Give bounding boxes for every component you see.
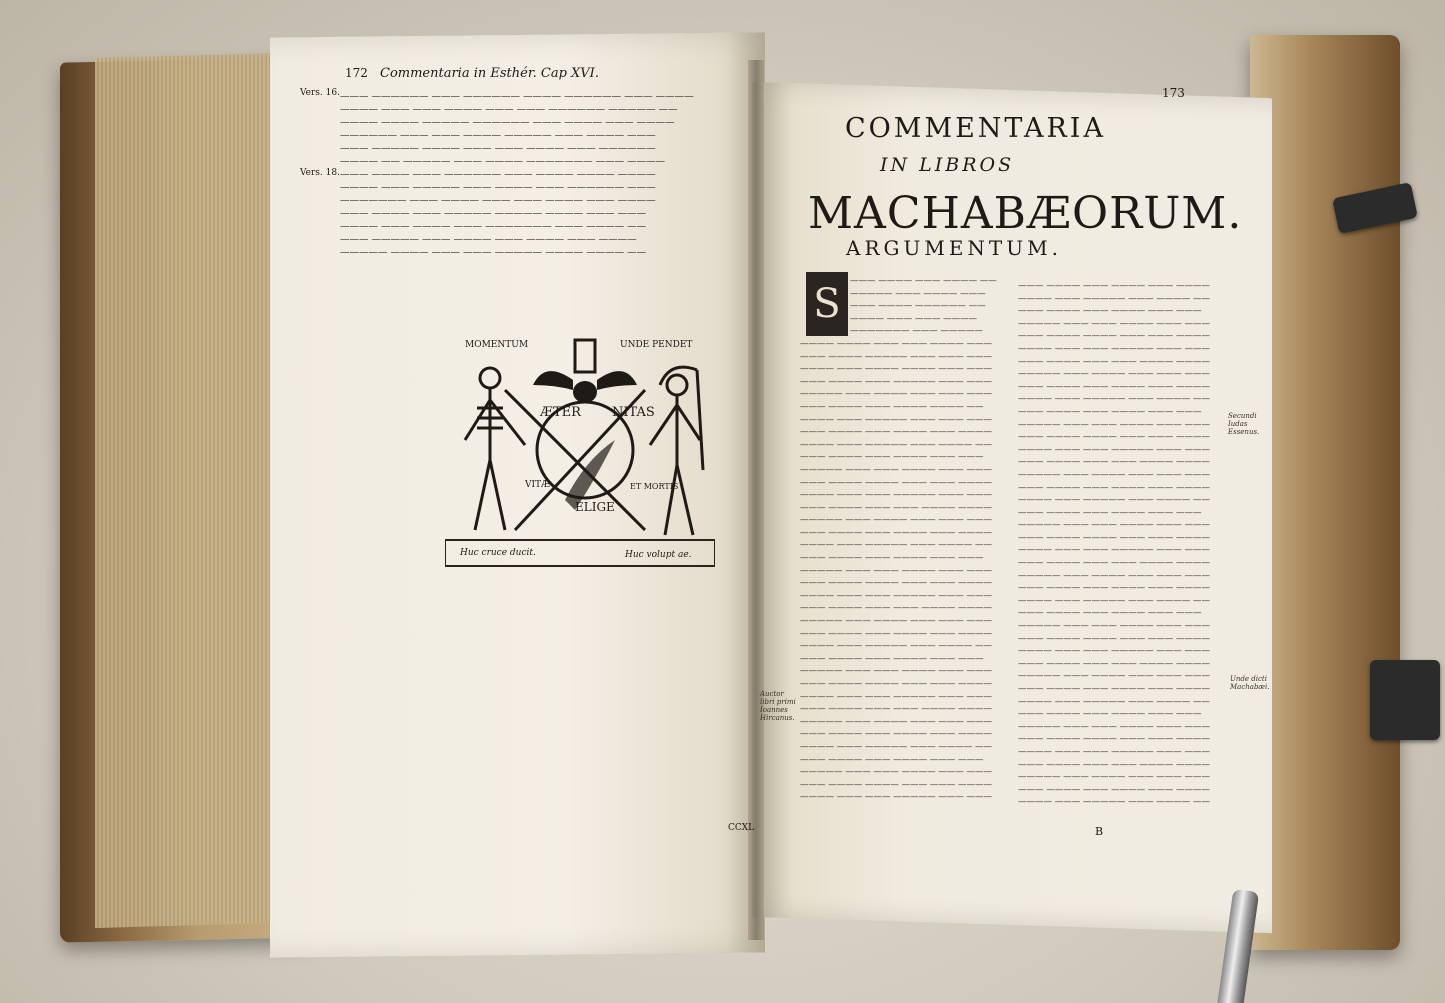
emblem-elige: ELIGE	[575, 500, 615, 514]
emblem-label-unde-pendet: UNDE PENDET	[620, 340, 693, 350]
book-gutter	[748, 60, 764, 940]
margin-note-machabaei: Unde dicti Machabæi.	[1230, 675, 1270, 691]
right-title-argumentum: ARGUMENTUM.	[846, 236, 1062, 260]
emblem-caption-left: Huc cruce ducit.	[460, 548, 536, 558]
right-page-signature: B	[1095, 825, 1104, 838]
emblem-vitae: VITÆ	[525, 480, 551, 490]
emblem-motto-aeter: ÆTER	[540, 405, 581, 420]
left-page-number: 172	[345, 66, 368, 80]
margin-verse-18: Vers. 18.	[300, 168, 340, 178]
left-body-text: ——— —————— ——— —————— ———— —————— ——— ———— ———— ——— ——— ———— ——— ——— —————— ————— —— ———— ———— ————— —————— ——— ———— ——— ———— —————— ——— ——— ———— ————— ——— ———— ——— ——— ————— ———— ——— ——— ———— ——— —————— ———— —— ————— ——— ———— ——————— ——— ———— ——— ———— ——— —————— ——— ———— ———— ———— ———— ——— ————— ——— ———— ——— —————— ——— ——————— ——— ———— ——— ——— ———— ——— ———— ——— ———— ——— ————— ————— ———— ——— ——— ———— ——— ———— ——— ——————— ——— ———— —— ——— ————— ——— ———— ——— ———— ——— ———— ————— ———— ——— ——— ————— ———— ———— ——	[340, 91, 694, 258]
margin-verse-16: Vers. 16.	[300, 88, 340, 98]
right-page-number: 173	[1162, 86, 1185, 100]
emblem-label-momentum: MOMENTUM	[465, 340, 529, 350]
right-column-right-text: ——— ———— ——— ———— ——— ———— ———— ——— ————— ——— ———— —— ——— ———— ——— ———— ——— ——— ————— ——— ——— ———— ——— ——— ——— ———— ———— ——— ——— ———— ———— ——— ——— ————— ——— ——— ——— ———— ——— ——— ———— ———— ————— ——— ———— ——— ——— ——— ——— ———— ——— ———— ——— ———— ———— ——— ————— ——— ———— —— ——— ———— ——— ———— ——— ——— ————— ——— ——— ———— ——— ——— ——— ———— ———— ——— ——— ———— ———— ——— ——— ————— ——— ——— ——— ———— ——— ——— ———— ———— ————— ——— ———— ——— ——— ——— ——— ———— ——— ———— ——— ———— ———— ——— ————— ——— ———— —— ——— ———— ——— ———— ——— ——— ————— ——— ——— ———— ——— ——— ——— ———— ———— ——— ——— ———— ———— ——— ——— ————— ——— ——— ——— ———— ——— ——— ———— ———— ————— ——— ———— ——— ——— ——— ——— ———— ——— ———— ——— ———— ———— ——— ————— ——— ———— —— ——— ———— ——— ———— ——— ——— ————— ——— ——— ———— ——— ——— ——— ———— ———— ——— ——— ———— ———— ——— ——— ————— ——— ——— ——— ———— ——— ——— ———— ———— ————— ——— ———— ——— ——— ——— ——— ———— ——— ———— ——— ———— ———— ——— ————— ——— ———— —— ——— ———— ——— ———— ——— ——— ————— ——— ——— ———— ——— ——— ——— ———— ———— ——— ——— ———— ———— ——— ——— ————— ——— ——— ——— ———— ——— ——— ———— ———— ————— ——— ———— ——— ——— ——— ——— ———— ——— ———— ——— ———— ———— ——— ————— ——— ———— ——	[1018, 281, 1211, 808]
margin-note-secundi: Secundi Iudas Essenus.	[1228, 412, 1260, 436]
margin-note-auctor: Auctor libri primi Ioannes Hircanus.	[760, 690, 796, 722]
right-column-left-text: ——— ———— ——— ———— —— ————— ——— ———— ——— ——— ———— —————— —— ———— ——— ——— ———— ——————— ——— ————— ———— ———— ——— ——— ———— ——— ——— ———— ————— ——— ——— ——— ———— ——— ———— ———— ——— ——— ——— ———— ——— ————— ——— ——— ————— ——— ———— ——— ——— ——— ——— ———— ——— ———— ———— —— ———— ——— ————— ——— ——— ——— ——— ———— ——— ———— ——— ———— ———— ——— ————— ——— ———— —— ——— ———— ——— ———— ——— ——— ————— ——— ——— ———— ——— ——— ——— ———— ———— ——— ——— ———— ———— ——— ——— ————— ——— ——— ——— ———— ——— ——— ———— ———— ————— ——— ———— ——— ——— ——— ——— ———— ——— ———— ——— ———— ———— ——— ————— ——— ———— —— ——— ———— ——— ———— ——— ——— ————— ——— ——— ———— ——— ——— ——— ———— ———— ——— ——— ———— ———— ——— ——— ————— ——— ——— ——— ———— ——— ——— ———— ———— ————— ——— ———— ——— ——— ——— ——— ———— ——— ———— ——— ———— ———— ——— ————— ——— ———— —— ——— ———— ——— ———— ——— ——— ————— ——— ——— ———— ——— ——— ——— ———— ———— ——— ——— ———— ———— ——— ——— ————— ——— ——— ——— ———— ——— ——— ———— ———— ————— ——— ———— ——— ——— ——— ——— ———— ——— ———— ——— ———— ———— ——— ————— ——— ———— —— ——— ———— ——— ———— ——— ——— ————— ——— ——— ———— ——— ——— ——— ———— ———— ——— ——— ———— ———— ——— ——— ————— ——— ———	[800, 276, 997, 803]
lower-clasp	[1370, 660, 1440, 740]
book-right-edge	[1250, 35, 1400, 950]
emblem-mortis: ET MORTIS	[630, 482, 679, 491]
left-running-head: Commentaria in Esthér. Cap XVI.	[380, 66, 599, 81]
emblem-motto-nitas: NITAS	[612, 405, 655, 420]
right-title-machabaeorum: MACHABÆORUM.	[808, 188, 1243, 239]
left-page-signature: CCXL	[728, 823, 755, 833]
right-title-in-libros: IN LIBROS	[880, 154, 1015, 176]
emblem-caption-right: Huc volupt ae.	[625, 550, 692, 560]
right-title-commentaria: COMMENTARIA	[845, 113, 1106, 144]
vanitas-emblem	[445, 330, 715, 570]
drop-cap: S	[806, 272, 848, 336]
